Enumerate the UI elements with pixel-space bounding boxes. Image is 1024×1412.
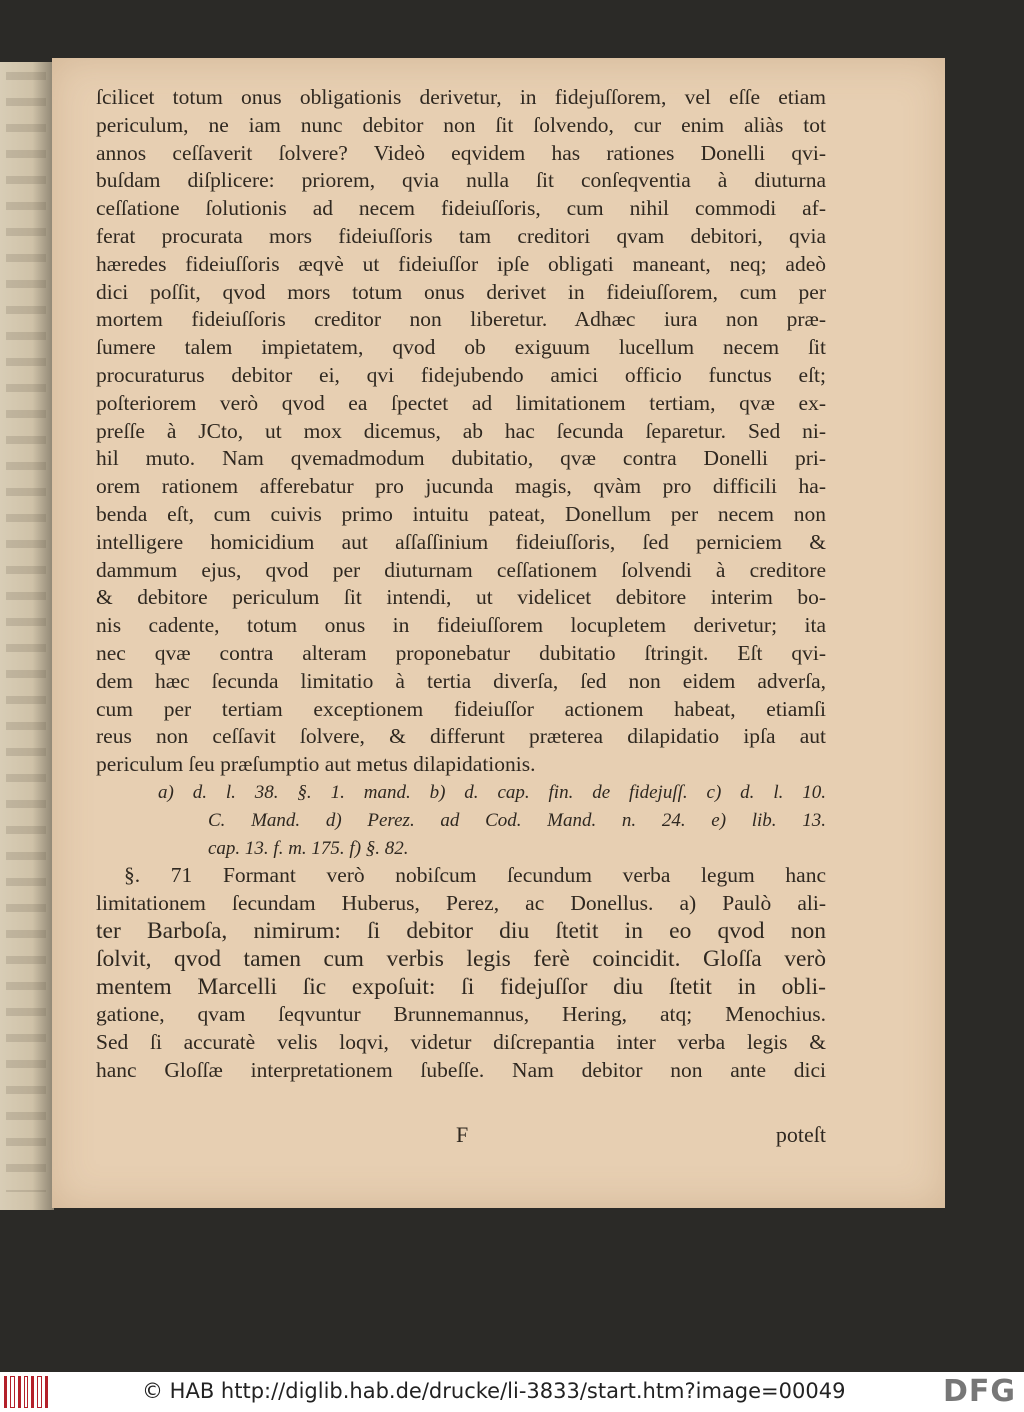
text-line: intelligere homicidium aut aſſaſſinium fideiuſſoris, ſed perniciem & — [96, 529, 826, 554]
dfg-logo-icon: DFG — [942, 1374, 1016, 1409]
footnote-line: C. Mand. d) Perez. ad Cod. Mand. n. 24. e) lib. 13. — [208, 809, 826, 831]
section-line: ſolvit, qvod tamen cum verbis legis ferè coincidit. Gloſſa verò — [96, 945, 826, 972]
section-line: Sed ſi accuratè velis loqvi, videtur diſcrepantia inter verba legis & — [96, 1030, 826, 1055]
text-line: dici poſſit, qvod mors totum onus derivet in fideiuſſorem, cum per — [96, 279, 826, 304]
text-line: reus non ceſſavit ſolvere, & differunt præterea dilapidatio ipſa aut — [96, 724, 826, 749]
footer-bar — [0, 1372, 1024, 1412]
text-line: benda eſt, cum cuivis primo intuitu pateat, Donellum per necem non — [96, 501, 826, 526]
section-line: mentem Marcelli ſic expoſuit: ſi fidejuſſor diu ſtetit in obli- — [96, 973, 826, 1000]
catchword: poteſt — [775, 1122, 826, 1147]
section-line: hanc Gloſſæ interpretationem ſubeſſe. Nam debitor non ante dici — [96, 1057, 826, 1082]
copyright-url[interactable]: © HAB http://diglib.hab.de/drucke/li-3833/start.htm?image=00049 — [142, 1379, 846, 1403]
text-line: buſdam diſplicere: priorem, qvia nulla ſit conſeqventia à diuturna — [96, 168, 826, 193]
book-page — [52, 58, 945, 1208]
text-line: dammum ejus, qvod per diuturnam ceſſationem ſolvendi à creditore — [96, 557, 826, 582]
previous-page-edge — [0, 62, 54, 1210]
text-line: hæredes fideiuſſoris æqvè ut fideiuſſor ipſe obligati maneant, neq; adeò — [96, 251, 826, 276]
footnote-line: cap. 13. f. m. 175. f) §. 82. — [208, 837, 409, 859]
signature-mark: F — [456, 1122, 469, 1147]
catch-line — [96, 1122, 826, 1152]
section-line: §. 71 Formant verò nobiſcum ſecundum verba legum hanc — [124, 863, 826, 888]
text-line: procuraturus debitor ei, qvi fidejubendo amici officio functus eſt; — [96, 362, 826, 387]
text-line: ceſſatione ſolutionis ad necem fideiuſſoris, cum nihil commodi af- — [96, 196, 826, 221]
text-line: hil muto. Nam qvemadmodum dubitatio, qvæ contra Donelli pri- — [96, 446, 826, 471]
previous-page-ink — [6, 72, 46, 1192]
text-line: ſcilicet totum onus obligationis derivetur, in fidejuſſorem, vel eſſe etiam — [96, 85, 826, 109]
hab-logo-icon — [4, 1376, 48, 1408]
text-line: periculum, ne iam nunc debitor non ſit ſolvendo, cur enim aliàs tot — [96, 112, 826, 137]
section-line: limitationem ſecundam Huberus, Perez, ac Donellus. a) Paulò ali- — [96, 891, 826, 916]
page-text — [96, 84, 826, 1085]
text-line: dem hæc ſecunda limitatio à tertia diverſa, ſed non eidem adverſa, — [96, 668, 826, 693]
text-line: preſſe à JCto, ut mox dicemus, ab hac ſecunda ſeparetur. Sed ni- — [96, 418, 826, 443]
text-line: ferat procurata mors fideiuſſoris tam creditori qvam debitori, qvia — [96, 223, 826, 248]
text-line: & debitore periculum ſit intendi, ut videlicet debitore interim bo- — [96, 585, 826, 610]
text-line: orem rationem afferebatur pro jucunda magis, qvàm pro difficili ha- — [96, 474, 826, 499]
text-line: ſumere talem impietatem, qvod ob exiguum lucellum necem ſit — [96, 335, 826, 360]
text-line: mortem fideiuſſoris creditor non liberetur. Adhæc iura non præ- — [96, 307, 826, 332]
text-line: poſteriorem verò qvod ea ſpectet ad limitationem tertiam, qvæ ex- — [96, 390, 826, 415]
text-line: periculum ſeu præſumptio aut metus dilapidationis. — [96, 752, 536, 777]
footnote-line: a) d. l. 38. §. 1. mand. b) d. cap. fin. de fidejuſſ. c) d. l. 10. — [158, 781, 826, 803]
text-line: nis cadente, totum onus in fideiuſſorem locupletem derivetur; ita — [96, 613, 826, 638]
section-line: gatione, qvam ſeqvuntur Brunnemannus, Hering, atq; Menochius. — [96, 1002, 826, 1027]
text-line: nec qvæ contra alteram proponebatur dubitatio ſtringit. Eſt qvi- — [96, 640, 826, 665]
section-line: ter Barboſa, nimirum: ſi debitor diu ſtetit in eo qvod non — [96, 917, 826, 944]
text-line: cum per tertiam exceptionem fideiuſſor actionem habeat, etiamſi — [96, 696, 826, 721]
text-line: annos ceſſaverit ſolvere? Videò eqvidem has rationes Donelli qvi- — [96, 140, 826, 165]
